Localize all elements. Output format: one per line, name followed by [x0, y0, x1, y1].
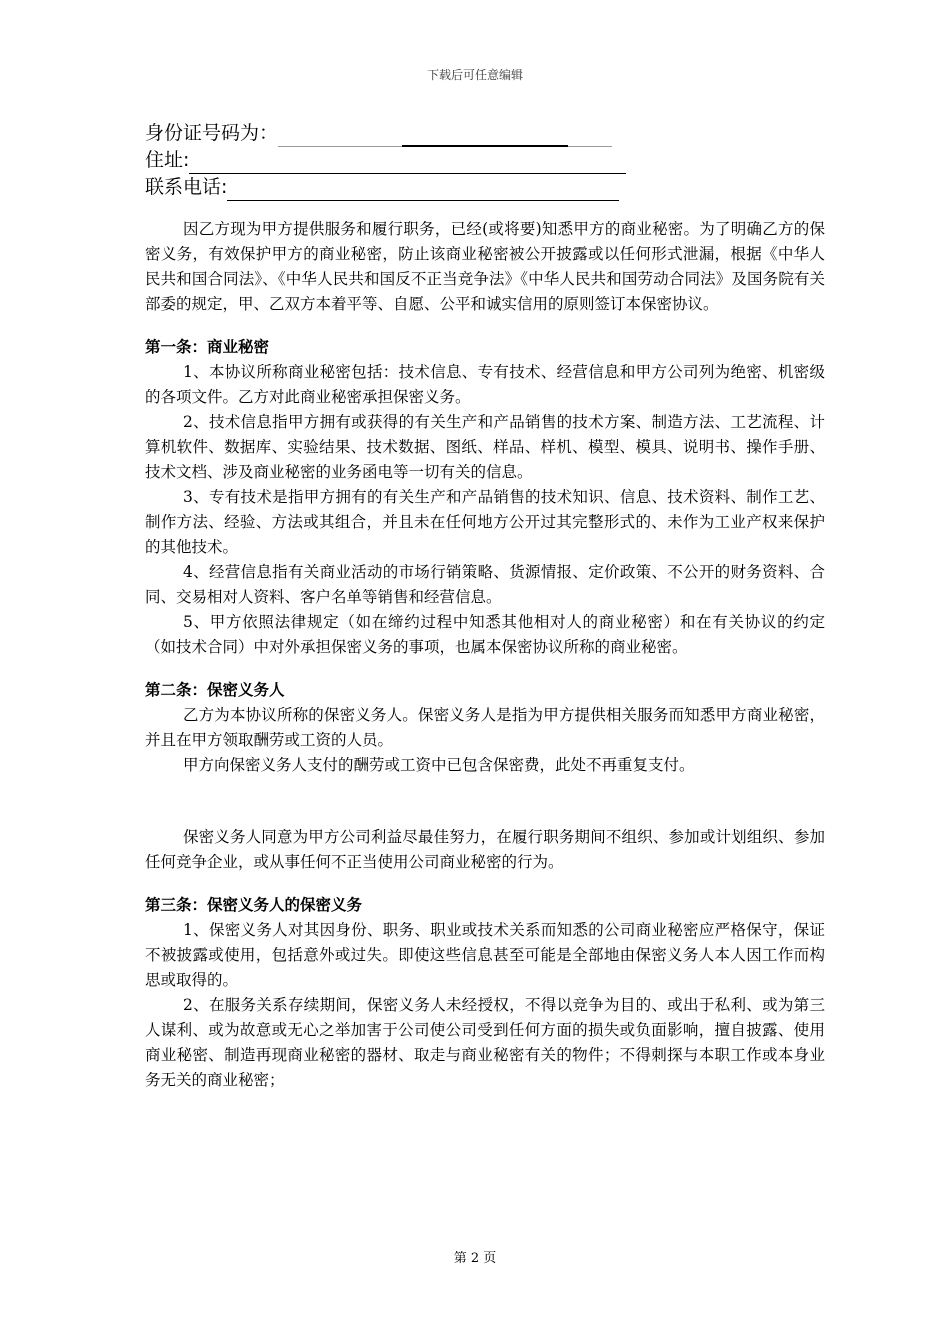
article-1-item-1: 1、本协议所称商业秘密包括：技术信息、专有技术、经营信息和甲方公司列为绝密、机密级的各项文件。乙方对此商业秘密承担保密义务。	[145, 363, 825, 406]
article-2-paragraph-2: 甲方向保密义务人支付的酬劳或工资中已包含保密费，此处不再重复支付。	[182, 756, 695, 774]
article-1-title: 第一条：商业秘密	[145, 338, 270, 356]
page-header: 下载后可任意编辑	[426, 68, 523, 82]
id-number-blank-3[interactable]	[568, 124, 612, 147]
article-3-item-2: 2、在服务关系存续期间，保密义务人未经授权，不得以竞争为目的、或出于私利、或为第三人谋利、或为故意或无心之举加害于公司使公司受到任何方面的损失或负面影响，擅自披露、使用商业秘密、制造再现商业秘密的器材、取走与商业秘密有关的物件；不得刺探与本职工作或本身业务无关的商业秘密；	[145, 996, 825, 1089]
id-number-field[interactable]	[145, 120, 825, 147]
id-number-blank-1[interactable]	[278, 124, 402, 147]
document-body	[145, 120, 825, 1093]
article-3-item-1: 1、保密义务人对其因身份、职务、职业或技术关系而知悉的公司商业秘密应严格保守，保证不被披露或使用，包括意外或过失。即使这些信息甚至可能是全部地由保密义务人本人因工作而构思或取得的。	[145, 921, 825, 989]
address-blank[interactable]	[189, 151, 626, 174]
phone-field[interactable]	[145, 174, 825, 201]
article-1-item-4: 4、经营信息指有关商业活动的市场行销策略、货源情报、定价政策、不公开的财务资料、合同、交易相对人资料、客户名单等销售和经营信息。	[145, 563, 825, 606]
address-label: 住址:	[145, 149, 190, 171]
phone-label: 联系电话:	[145, 176, 228, 198]
page-number: 第 2 页	[453, 1251, 497, 1266]
article-2-title: 第二条：保密义务人	[145, 681, 285, 699]
phone-blank[interactable]	[227, 178, 619, 201]
id-number-label: 身份证号码为：	[145, 122, 279, 144]
id-number-blank-2[interactable]	[402, 123, 568, 147]
article-1-item-2: 2、技术信息指甲方拥有或获得的有关生产和产品销售的技术方案、制造方法、工艺流程、计算机软件、数据库、实验结果、技术数据、图纸、样品、样机、模型、模具、说明书、操作手册、技术文档、涉及商业秘密的业务函电等一切有关的信息。	[145, 413, 825, 481]
intro-paragraph: 因乙方现为甲方提供服务和履行职务，已经(或将要)知悉甲方的商业秘密。为了明确乙方的保密义务，有效保护甲方的商业秘密，防止该商业秘密被公开披露或以任何形式泄漏，根据《中华人民共和国合同法》、《中华人民共和国反不正当竞争法》《中华人民共和国劳动合同法》及国务院有关部委的规定，甲、乙双方本着平等、自愿、公平和诚实信用的原则签订本保密协议。	[145, 220, 825, 313]
article-1-item-3: 3、专有技术是指甲方拥有的有关生产和产品销售的技术知识、信息、技术资料、制作工艺、制作方法、经验、方法或其组合，并且未在任何地方公开过其完整形式的、未作为工业产权来保护的其他技术。	[145, 488, 825, 556]
article-2-extra-paragraph: 保密义务人同意为甲方公司利益尽最佳努力，在履行职务期间不组织、参加或计划组织、参加任何竞争企业，或从事任何不正当使用公司商业秘密的行为。	[145, 828, 825, 871]
article-3-title: 第三条：保密义务人的保密义务	[145, 896, 363, 914]
article-1-item-5: 5、甲方依照法律规定（如在缔约过程中知悉其他相对人的商业秘密）和在有关协议的约定（如技术合同）中对外承担保密义务的事项，也属本保密协议所称的商业秘密。	[145, 613, 825, 656]
address-field[interactable]	[145, 147, 825, 174]
article-2-paragraph-1: 乙方为本协议所称的保密义务人。保密义务人是指为甲方提供相关服务而知悉甲方商业秘密，并且在甲方领取酬劳或工资的人员。	[145, 706, 825, 749]
